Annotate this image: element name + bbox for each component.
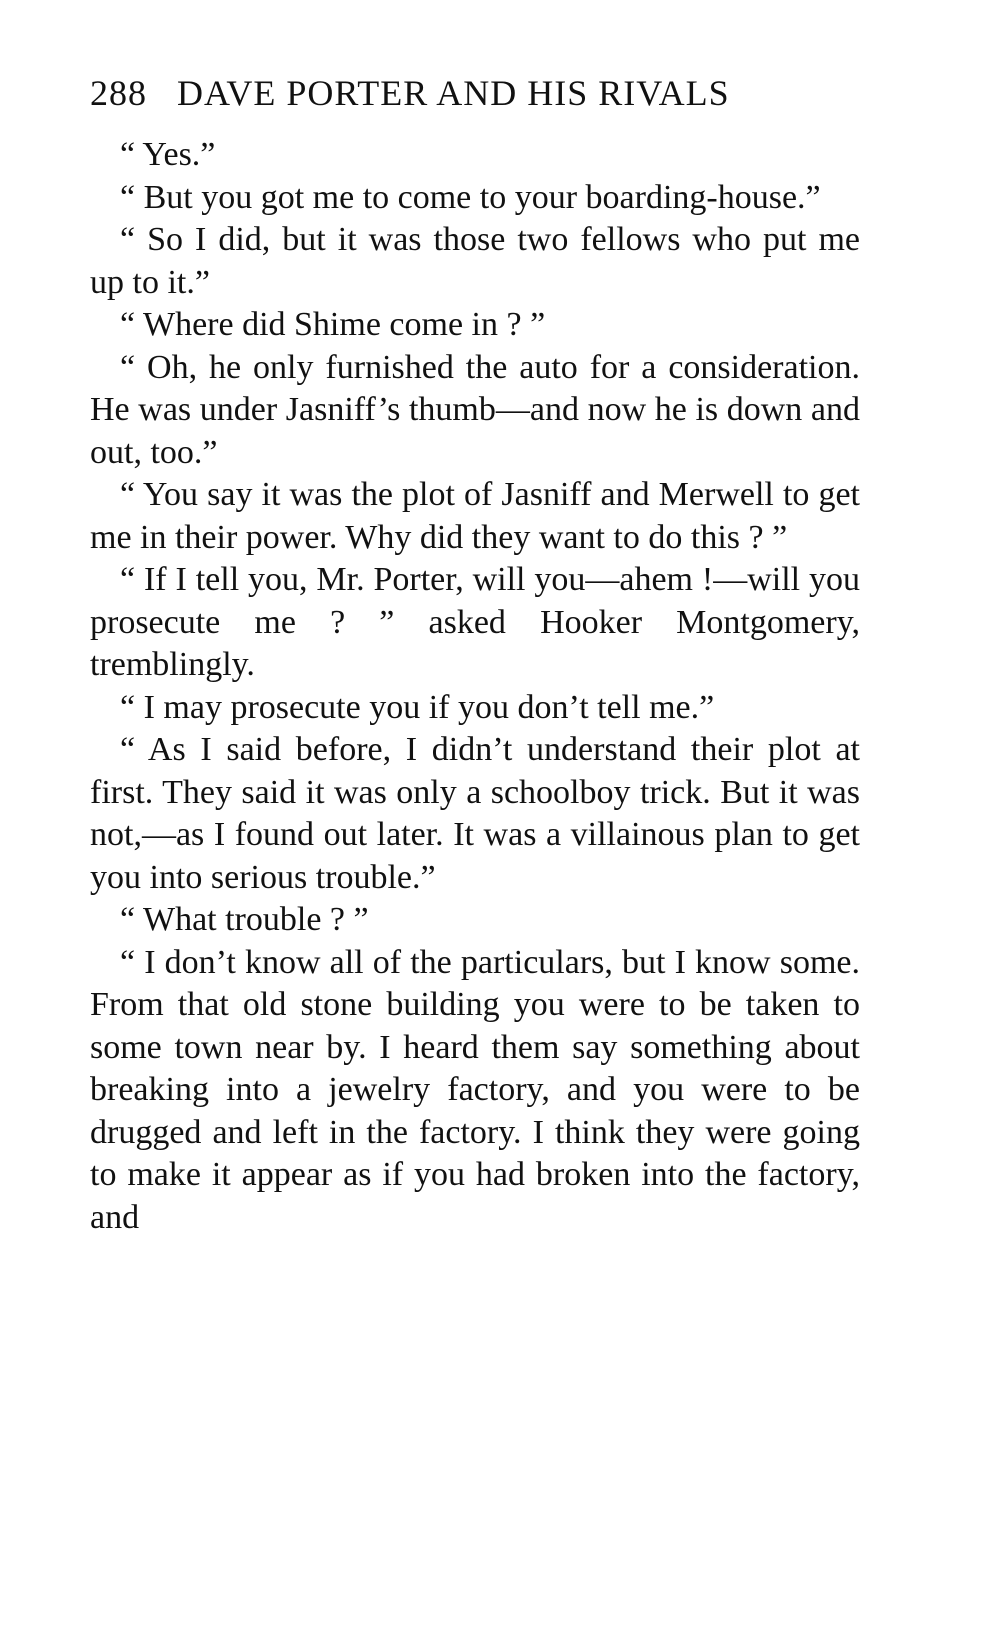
- paragraph: “ So I did, but it was those two fellows who put me up to it.”: [90, 221, 860, 301]
- paragraph: “ I don’t know all of the particulars, but I know some. From that old stone building you were to be taken to some town near by. I heard them say something about breaking into a jewelry factory, and you were to be drugged and left in the factory. I think they were going to make it appear as if you had broken into the factory, and: [90, 943, 860, 1236]
- paragraph: “ What trouble ? ”: [120, 901, 369, 938]
- paragraph: “ But you got me to come to your boarding-house.”: [120, 178, 821, 216]
- paragraph: “ If I tell you, Mr. Porter, will you—ahem !—will you prosecute me ? ” asked Hooker Montgomery, tremblingly.: [90, 561, 860, 683]
- paragraph: “ Where did Shime come in ? ”: [120, 306, 546, 343]
- page-number: 288: [90, 73, 147, 113]
- paragraph: “ As I said before, I didn’t understand their plot at first. They said it was only a schoolboy trick. But it was not,—as I found out later. It was a villainous plan to get you into serious trouble.”: [90, 731, 860, 896]
- body-text: [90, 134, 860, 1239]
- paragraph: “ Oh, he only furnished the auto for a consideration. He was under Jasniff’s thumb—and now he is down and out, too.”: [90, 348, 860, 471]
- paragraph: “ I may prosecute you if you don’t tell me.”: [120, 688, 715, 726]
- running-title: DAVE PORTER AND HIS RIVALS: [177, 73, 730, 113]
- paragraph: “ You say it was the plot of Jasniff and Merwell to get me in their power. Why did they want to do this ? ”: [90, 476, 860, 556]
- paragraph: “ Yes.”: [120, 136, 216, 173]
- running-header: [90, 68, 890, 118]
